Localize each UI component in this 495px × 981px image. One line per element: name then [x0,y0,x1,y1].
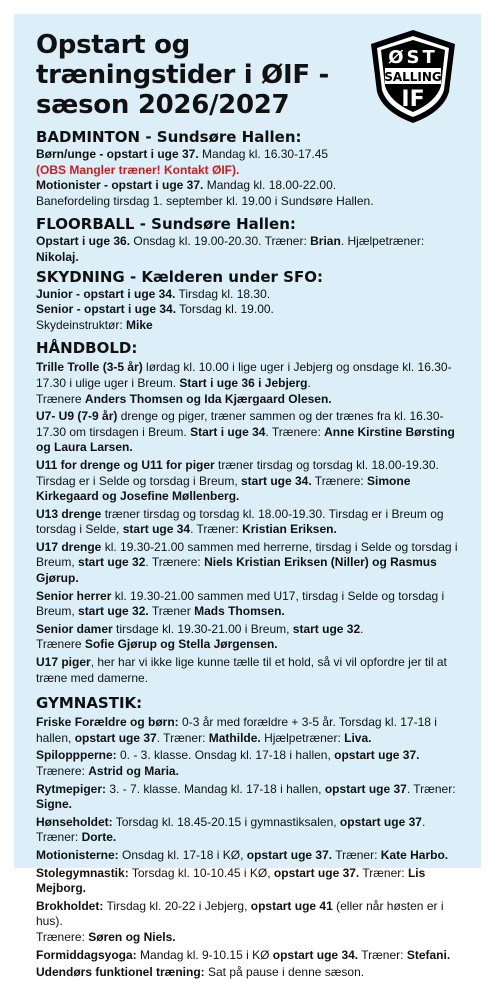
gym-formiddagsyoga: Formiddagsyoga: Mandag kl. 9-10.15 i KØ opstart uge 34. Træner: Stefani. [36,947,451,962]
gym-motionisterne: Motionisterne: Onsdag kl. 17-18 i KØ, opstart uge 37. Træner: Kate Harbo. [36,847,449,862]
badminton-motion: Motionister - opstart i uge 37. Mandag kl. 18.00-22.00. [36,178,337,193]
page-title: Opstart og træningstider i ØIF - sæson 2026/2027 [36,30,330,120]
gym-udendors: Udendørs funktionel træning: Sat på pause i denne sæson. [36,965,365,980]
section-heading-gymnastik: GYMNASTIK: [36,694,143,713]
club-logo [363,26,463,126]
section-skydning [36,268,465,334]
section-heading-skydning: SKYDNING - Kælderen under SFO: [36,267,323,286]
section-heading-badminton: BADMINTON - Sundsøre Hallen: [36,128,302,146]
section-gymnastik [36,694,465,981]
handbold-u17-drenge: U17 drenge kl. 19.30-21.00 sammen med herrerne, tirsdag i Selde og torsdag i Breum, start uge 32. Trænere: Niels Kristian Eriksen (Niller) og Rasmus Gjørup. [36,539,458,586]
floorball-info: Opstart i uge 36. Onsdag kl. 19.00-20.30. Træner: Brian. Hjælpetræner: Nikolaj. [36,234,425,264]
handbold-u13: U13 drenge træner tirsdag og torsdag kl. 18.00-19.30. Tirsdag er i Breum og torsdag i Selde, start uge 34. Træner: Kristian Eriksen. [36,506,444,537]
logo-text-middle: SALLING [384,70,442,84]
gym-brokholdet: Brokholdet: Tirsdag kl. 20-22 i Jebjerg, opstart uge 41 (eller når høsten er i hus). Trænere: Søren og Niels. [36,898,444,944]
section-badminton [36,128,465,209]
logo-text-top: ØST [388,47,438,68]
badminton-notice: (OBS Mangler træner! Kontakt ØIF). [36,162,240,177]
handbold-trille-trolle: Trille Trolle (3-5 år) lørdag kl. 10.00 i lige uger i Jebjerg og onsdage kl. 16.30-17.30 i ulige uger i Breum. Start i uge 36 i Jebjerg. Trænere Anders Thomsen og Ida Kjærgaard Olesen. [36,360,452,406]
section-floorball [36,215,465,265]
handbold-senior-herrer: Senior herrer kl. 19.30-21.00 sammen med U17, tirsdag i Selde og torsdag i Breum, start uge 32. Træner Mads Thomsen. [36,588,445,619]
gym-spilopperne: Spiloppperne: 0. - 3. klasse. Onsdag kl. 17-18 i hallen, opstart uge 37. Trænere: Astrid og Maria. [36,748,420,778]
handbold-u7-u9: U7- U9 (7-9 år) drenge og piger, træner sammen og der trænes fra kl. 16.30-17.30 om tirsdagen i Breum. Start i uge 34. Trænere: Anne Kirstine Børsting og Laura Larsen. [36,409,455,455]
gym-rytmepiger: Rytmepiger: 3. - 7. klasse. Mandag kl. 17-18 i hallen, opstart uge 37. Træner: Signe. [36,781,456,812]
handbold-u11: U11 for drenge og U11 for piger træner tirsdag og torsdag kl. 18.00-19.30. Tirsdag er i Selde og torsdag i Breum, start uge 34. Trænere: Simone Kirkegaard og Josefine Møllenberg. [36,457,439,504]
badminton-children: Børn/unge - opstart i uge 37. Mandag kl. 16.30-17.45 [36,147,329,161]
skydning-instructor: Skydeinstruktør: Mike [36,317,153,332]
article-panel [14,14,481,980]
gym-honseholdet: Hønseholdet: Torsdag kl. 18.45-20.15 i gymnastiksalen, opstart uge 37. Træner: Dorte. [36,814,426,845]
handbold-u17-piger: U17 piger, her har vi ikke lige kunne tælle til et hold, så vi vil opfordre jer til at træne med damerne. [36,655,447,685]
section-heading-floorball: FLOORBALL - Sundsøre Hallen: [36,215,296,234]
gym-friske-foraeldre: Friske Forældre og børn: 0-3 år med forældre + 3-5 år. Torsdag kl. 17-18 i hallen, opstart uge 37. Træner: Mathilde. Hjælpetræner: Liva. [36,715,437,745]
section-heading-handbold: HÅNDBOLD: [36,339,138,358]
badminton-courts: Banefordeling tirsdag 1. september kl. 19.00 i Sundsøre Hallen. [36,193,374,208]
handbold-senior-damer: Senior damer tirsdage kl. 19.30-21.00 i Breum, start uge 32. Trænere Sofie Gjørup og Stella Jørgensen. [36,621,364,652]
logo-text-bottom: IF [401,87,425,112]
skydning-senior: Senior - opstart i uge 34. Torsdag kl. 19.00. [36,302,274,317]
skydning-junior: Junior - opstart i uge 34. Tirsdag kl. 18.30. [36,286,271,301]
section-handbold [36,339,465,686]
gym-stolegymnastik: Stolegymnastik: Torsdag kl. 10-10.45 i KØ, opstart uge 37. Træner: Lis Mejborg. [36,865,426,896]
